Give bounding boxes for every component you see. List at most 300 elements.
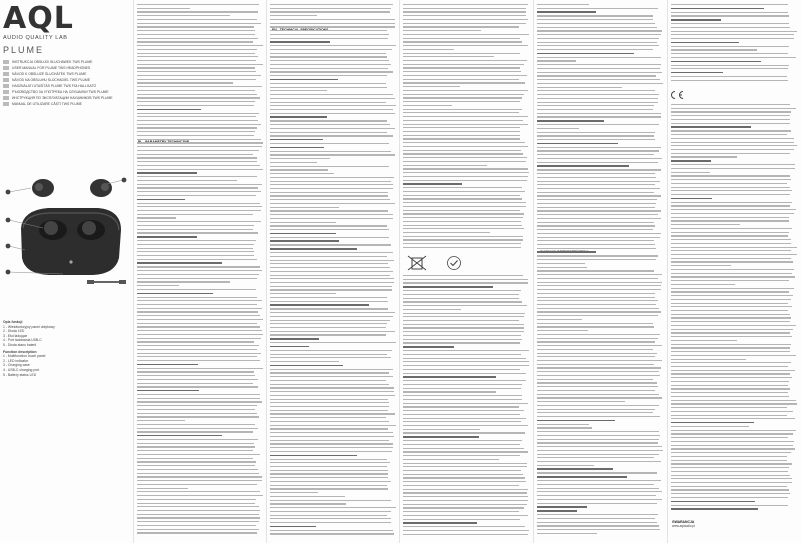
text-line [671, 243, 791, 244]
text-line [671, 265, 731, 266]
text-line [270, 488, 388, 489]
text-line [137, 232, 258, 233]
text-line [270, 4, 393, 5]
text-line [403, 172, 529, 173]
text-line [270, 338, 319, 339]
text-line [671, 306, 792, 307]
text-line [137, 401, 262, 402]
text-line [270, 432, 393, 433]
text-line [403, 530, 529, 531]
text-line [671, 276, 795, 277]
text-line [671, 23, 789, 24]
text-line [671, 415, 787, 416]
text-line [270, 413, 395, 414]
text-line [403, 309, 461, 310]
text-line [137, 86, 262, 87]
text-line [137, 139, 261, 140]
text-column [537, 4, 663, 539]
text-line [403, 384, 522, 385]
text-line [137, 349, 257, 350]
text-line [403, 206, 526, 207]
text-line [671, 12, 788, 13]
text-line [403, 429, 480, 430]
text-line [537, 319, 582, 320]
text-line [270, 105, 396, 106]
text-line [270, 214, 393, 215]
text-line [671, 209, 796, 210]
text-line [270, 79, 338, 80]
text-line [671, 441, 794, 442]
text-line [403, 165, 487, 166]
text-line [270, 207, 339, 208]
text-line [537, 304, 656, 305]
text-line [537, 150, 659, 151]
text-line [537, 75, 656, 76]
text-line [671, 168, 795, 169]
text-line [403, 94, 524, 95]
text-line [270, 263, 388, 264]
text-line [137, 345, 259, 346]
text-line [671, 175, 790, 176]
text-line [137, 443, 254, 444]
text-line [137, 26, 254, 27]
text-line [537, 237, 660, 238]
text-line [270, 147, 324, 148]
text-line [403, 485, 519, 486]
text-line [403, 105, 452, 106]
text-line [403, 500, 528, 501]
text-line [537, 15, 653, 16]
text-line [403, 236, 523, 237]
text-line [671, 299, 791, 300]
text-line [671, 344, 791, 345]
flag-icon [3, 78, 9, 82]
text-line [403, 71, 521, 72]
text-line [270, 166, 389, 167]
text-line [270, 237, 389, 238]
text-line [137, 480, 262, 481]
text-line [537, 495, 656, 496]
text-line [270, 323, 387, 324]
text-line [671, 49, 757, 50]
text-line [671, 61, 761, 62]
text-line [270, 327, 386, 328]
text-line [537, 379, 653, 380]
text-line [537, 315, 658, 316]
weee-bin-icon [406, 255, 428, 271]
text-line [137, 379, 258, 380]
text-line [537, 454, 659, 455]
text-line [671, 104, 790, 105]
text-line [671, 258, 791, 259]
text-line [270, 278, 394, 279]
text-line [137, 4, 259, 5]
text-line [537, 522, 657, 523]
text-line [537, 289, 661, 290]
text-line [671, 321, 790, 322]
text-line [671, 388, 790, 389]
text-line [403, 232, 490, 233]
text-line [403, 526, 525, 527]
text-line [137, 203, 260, 204]
text-line [137, 326, 260, 327]
text-line [403, 515, 528, 516]
text-line [137, 56, 258, 57]
text-line [137, 154, 253, 155]
text-line [537, 349, 653, 350]
text-line [671, 119, 790, 120]
text-line [270, 90, 327, 91]
text-line [671, 76, 787, 77]
text-line [137, 289, 256, 290]
text-line [403, 399, 522, 400]
text-line [270, 301, 388, 302]
flag-icon [3, 90, 9, 94]
flag-icon [3, 96, 9, 100]
text-line [137, 127, 257, 128]
text-line [537, 461, 661, 462]
text-line [137, 64, 263, 65]
text-line [137, 206, 262, 207]
text-line [537, 480, 661, 481]
text-line [270, 169, 328, 170]
text-line [270, 240, 339, 241]
text-line [270, 354, 387, 355]
text-line [537, 499, 662, 500]
text-line [671, 463, 792, 464]
text-line [671, 213, 794, 214]
text-line [403, 15, 526, 16]
legend-item: 1 - Wielofunkcyjny panel dotykowy [3, 324, 55, 329]
text-line [137, 184, 262, 185]
text-column [671, 4, 797, 86]
text-line [537, 360, 662, 361]
text-line [403, 451, 528, 452]
text-line [403, 534, 528, 535]
text-line [671, 489, 789, 490]
text-line [137, 180, 237, 181]
text-line [137, 274, 259, 275]
text-line [537, 79, 660, 80]
text-line [671, 202, 792, 203]
text-line [270, 244, 391, 245]
text-line [137, 221, 261, 222]
text-line [537, 484, 654, 485]
text-line [671, 190, 792, 191]
text-line [137, 41, 253, 42]
earbud-left-icon [32, 179, 54, 197]
text-line [671, 497, 788, 498]
text-line [137, 488, 188, 489]
text-line [537, 165, 629, 166]
text-line [537, 34, 661, 35]
text-line [270, 417, 386, 418]
text-line [403, 86, 460, 87]
text-line [137, 135, 254, 136]
text-line [270, 526, 316, 527]
text-line [270, 151, 391, 152]
text-line [270, 402, 389, 403]
text-line [403, 324, 524, 325]
text-line [270, 30, 387, 31]
text-line [270, 64, 391, 65]
text-line [537, 240, 654, 241]
text-line [137, 79, 256, 80]
text-line [137, 297, 257, 298]
text-line [403, 391, 496, 392]
text-line [537, 345, 662, 346]
legend-item: 3 - Charging case [3, 363, 30, 368]
flag-icon [3, 84, 9, 88]
text-line [403, 298, 519, 299]
text-line [671, 288, 794, 289]
text-line [137, 416, 259, 417]
text-line [270, 380, 386, 381]
text-line [270, 533, 394, 534]
text-line [671, 134, 787, 135]
text-line [137, 244, 254, 245]
text-column [403, 275, 529, 539]
text-line [671, 426, 749, 427]
text-line [537, 297, 655, 298]
text-line [270, 481, 391, 482]
text-line [671, 422, 754, 423]
text-line [403, 481, 526, 482]
text-line [137, 23, 261, 24]
text-line [270, 124, 390, 125]
text-line [270, 289, 392, 290]
text-line [270, 316, 393, 317]
text-line [270, 49, 392, 50]
text-line [537, 401, 625, 402]
text-line [403, 432, 525, 433]
earbud-right-icon [90, 179, 112, 197]
language-item: ИНСТРУКЦИЯ ПО ЭКСПЛУАТАЦИИ НАУШНИКОВ TWS PLUME [3, 95, 123, 101]
text-line [403, 335, 521, 336]
text-line [537, 195, 661, 196]
text-line [270, 293, 336, 294]
text-line [403, 313, 525, 314]
text-line [270, 75, 387, 76]
text-line [270, 139, 323, 140]
text-line [403, 361, 529, 362]
text-line [403, 116, 528, 117]
text-line [537, 367, 661, 368]
text-line [671, 366, 788, 367]
text-line [270, 331, 395, 332]
text-line [537, 514, 658, 515]
text-column [270, 4, 396, 539]
text-line [537, 199, 657, 200]
text-line [671, 478, 792, 479]
text-line [537, 124, 659, 125]
text-line [403, 23, 526, 24]
text-line [270, 515, 387, 516]
text-line [537, 233, 661, 234]
text-line [671, 291, 789, 292]
text-line [137, 506, 259, 507]
text-line [137, 311, 258, 312]
text-line [137, 428, 258, 429]
text-line [537, 105, 654, 106]
text-line [537, 207, 655, 208]
text-line [137, 469, 258, 470]
text-line [537, 382, 657, 383]
text-line [137, 300, 262, 301]
text-line [671, 317, 791, 318]
text-line [137, 413, 257, 414]
text-line [537, 510, 577, 511]
text-line [270, 83, 386, 84]
text-line [270, 282, 394, 283]
text-line [270, 68, 388, 69]
text-line [671, 179, 791, 180]
text-line [270, 181, 391, 182]
text-line [537, 60, 576, 61]
text-line [671, 452, 791, 453]
legend-item: 3 - Etui ładujące [3, 333, 28, 338]
text-line [537, 229, 653, 230]
text-line [537, 427, 592, 428]
text-line [137, 450, 253, 451]
text-line [403, 168, 528, 169]
text-line [537, 457, 654, 458]
text-line [671, 362, 791, 363]
text-line [537, 476, 627, 477]
text-line [537, 435, 660, 436]
text-line [671, 482, 792, 483]
text-line [537, 184, 655, 185]
text-line [137, 131, 255, 132]
text-line [671, 15, 789, 16]
text-line [270, 304, 369, 305]
text-line [270, 466, 387, 467]
text-line [403, 373, 526, 374]
text-line [137, 532, 257, 533]
text-line [537, 57, 661, 58]
text-line [671, 115, 790, 116]
text-line [537, 225, 655, 226]
text-line [671, 373, 790, 374]
text-line [137, 424, 255, 425]
text-line [537, 285, 661, 286]
text-line [403, 82, 525, 83]
text-line [270, 443, 393, 444]
text-line [671, 138, 794, 139]
text-line [537, 30, 662, 31]
legend-item: 4 - USB-C charging port [3, 367, 40, 372]
text-line [537, 503, 657, 504]
text-line [403, 425, 528, 426]
text-line [671, 142, 794, 143]
text-line [537, 173, 655, 174]
text-line [537, 4, 589, 5]
text-line [537, 45, 659, 46]
text-line [270, 286, 392, 287]
text-line [137, 499, 256, 500]
text-line [403, 459, 499, 460]
text-line [270, 530, 393, 531]
text-line [537, 87, 622, 88]
text-line [403, 138, 520, 139]
text-line [537, 109, 653, 110]
text-line [270, 225, 387, 226]
text-line [403, 217, 523, 218]
text-line [270, 361, 339, 362]
text-line [137, 172, 197, 173]
text-line [270, 109, 393, 110]
text-line [403, 228, 524, 229]
flag-icon [3, 66, 9, 70]
text-line [270, 188, 393, 189]
text-line [270, 320, 390, 321]
text-line [403, 339, 522, 340]
text-line [671, 392, 788, 393]
text-line [270, 440, 389, 441]
text-line [671, 460, 787, 461]
text-line [671, 433, 793, 434]
text-line [270, 184, 393, 185]
text-line [403, 146, 528, 147]
text-line [671, 65, 789, 66]
text-line [137, 109, 201, 110]
text-line [403, 183, 462, 184]
text-line [270, 346, 309, 347]
text-line [403, 511, 519, 512]
text-line [671, 247, 797, 248]
text-line [137, 435, 222, 436]
text-line [270, 233, 336, 234]
text-line [671, 38, 794, 39]
text-line [403, 365, 529, 366]
text-line [537, 390, 655, 391]
text-line [137, 191, 261, 192]
text-line [403, 406, 519, 407]
text-line [137, 473, 259, 474]
text-line [137, 315, 260, 316]
text-line [137, 431, 253, 432]
text-line [671, 329, 793, 330]
text-line [137, 146, 262, 147]
text-line [270, 229, 389, 230]
text-line [671, 355, 796, 356]
text-line [671, 340, 737, 341]
text-line [270, 421, 389, 422]
text-line [537, 323, 653, 324]
text-line [137, 383, 253, 384]
text-line [137, 270, 262, 271]
text-line [403, 153, 523, 154]
text-line [403, 11, 526, 12]
text-line [403, 504, 527, 505]
text-line [537, 446, 662, 447]
text-line [270, 120, 387, 121]
text-line [270, 132, 387, 133]
text-line [270, 210, 388, 211]
text-line [537, 405, 659, 406]
text-line [537, 158, 662, 159]
text-line [537, 506, 587, 507]
text-line [137, 439, 258, 440]
text-line [671, 250, 791, 251]
text-line [537, 300, 658, 301]
text-line [403, 350, 529, 351]
text-line [270, 128, 395, 129]
language-item: РЪКОВОДСТВО ЗА УПОТРЕБА НА СЛУШАЛКИ TWS PLUME [3, 89, 123, 95]
text-line [671, 456, 787, 457]
language-item: NÁVOD K OBSLUZE SLUCHÁTEK TWS PLUME [3, 71, 123, 77]
text-line [403, 444, 520, 445]
